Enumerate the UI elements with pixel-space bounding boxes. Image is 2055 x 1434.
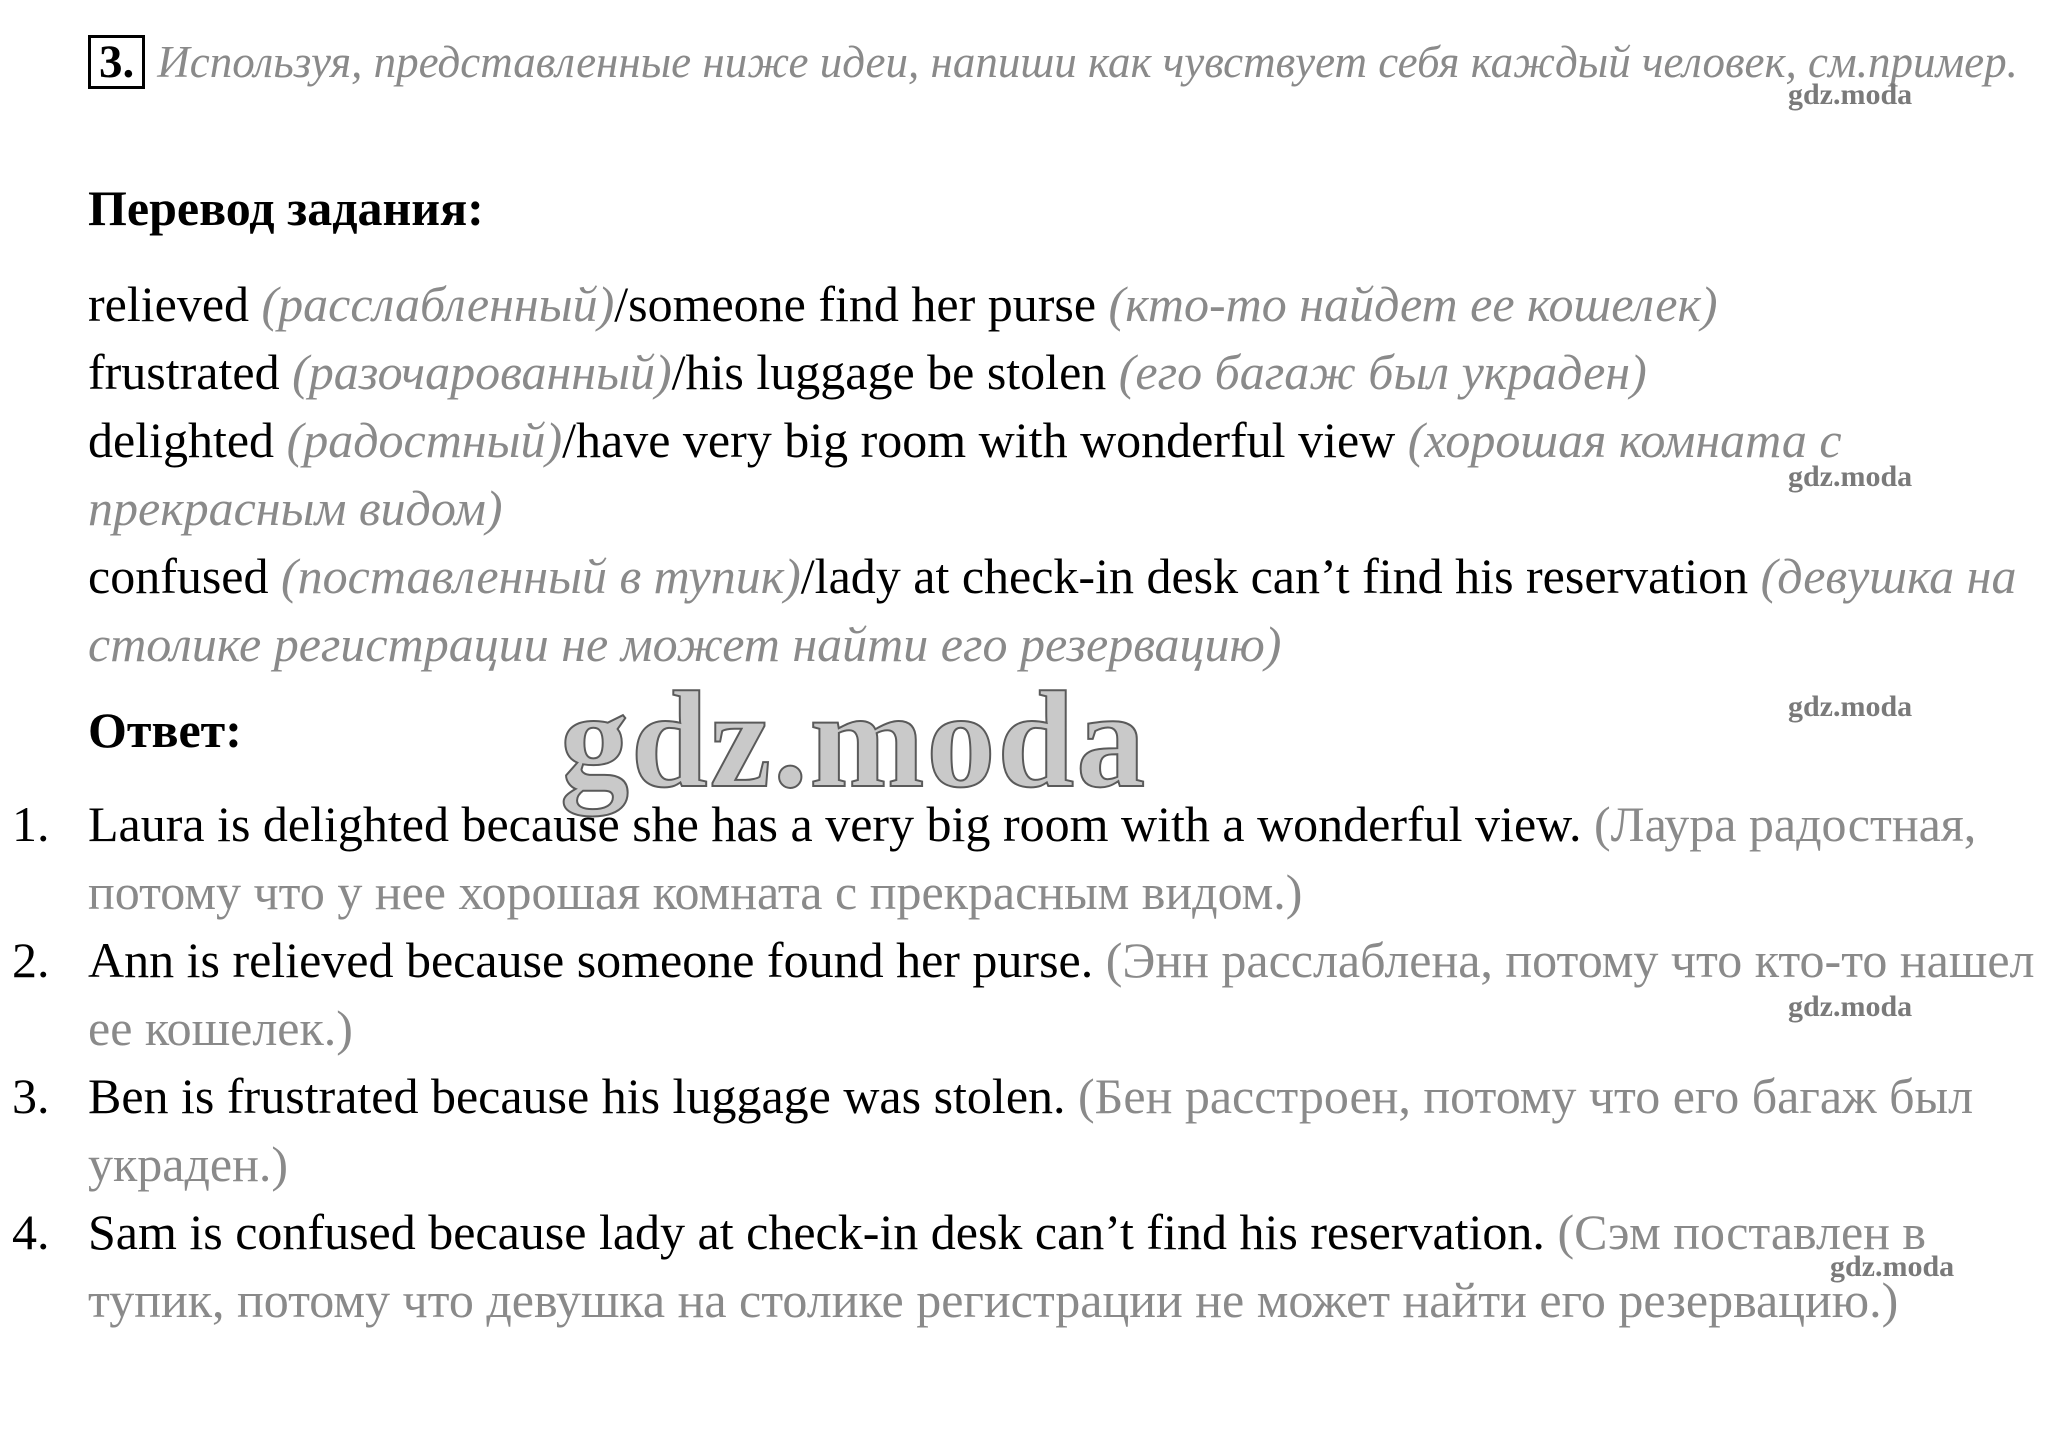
pair-word: confused bbox=[88, 548, 269, 604]
task-instruction bbox=[88, 30, 2028, 94]
watermark: gdz.moda bbox=[1830, 1250, 1955, 1283]
answer-item bbox=[0, 1062, 2038, 1198]
translation-pairs bbox=[88, 270, 2048, 678]
pair-idea-translation: (его багаж был украден) bbox=[1118, 344, 1647, 400]
pair-word: relieved bbox=[88, 276, 250, 332]
watermark: gdz.moda bbox=[1788, 460, 1913, 493]
answer-translation: (Лаура радостная, потому что у нее хорошая комната с прекрасным видом.) bbox=[88, 796, 1977, 920]
pair-item bbox=[88, 338, 2048, 406]
answer-item bbox=[0, 1198, 1968, 1334]
pair-idea: /lady at check-in desk can’t find his reservation bbox=[800, 548, 1749, 604]
answer-list bbox=[0, 790, 2055, 1334]
answer-text: Ben is frustrated because his luggage was stolen. bbox=[88, 1068, 1066, 1124]
pair-word-translation: (радостный) bbox=[286, 412, 563, 468]
answer-text: Sam is confused because lady at check-in desk can’t find his reservation. bbox=[88, 1204, 1545, 1260]
answer-translation: (Энн расслаблена, потому что кто-то нашел ее кошелек.) bbox=[88, 932, 2035, 1056]
watermark: gdz.moda bbox=[1788, 78, 1913, 111]
pair-idea-translation: (хорошая комната с прекрасным видом) bbox=[88, 412, 1842, 536]
watermark-logo: gdz.moda bbox=[560, 663, 1148, 816]
pair-idea-translation: (девушка на столике регистрации не может найти его резервацию) bbox=[88, 548, 2017, 672]
pair-idea: /someone find her purse bbox=[614, 276, 1097, 332]
answer-number: 1. bbox=[12, 796, 50, 852]
answer-number: 3. bbox=[12, 1068, 50, 1124]
pair-word: delighted bbox=[88, 412, 275, 468]
answer-number: 4. bbox=[12, 1204, 50, 1260]
pair-item bbox=[88, 406, 1888, 542]
pair-word-translation: (разочарованный) bbox=[292, 344, 672, 400]
pair-item bbox=[88, 270, 2048, 338]
task-number: 3. bbox=[88, 35, 145, 89]
watermark: gdz.moda bbox=[1788, 990, 1913, 1023]
pair-idea: /his luggage be stolen bbox=[671, 344, 1107, 400]
answer-text: Laura is delighted because she has a very big room with a wonderful view. bbox=[88, 796, 1582, 852]
task-instruction-text: Используя, представленные ниже идеи, напиши как чувствует себя каждый человек, см.пример. bbox=[157, 37, 2018, 87]
answer-item bbox=[0, 926, 2038, 1062]
pair-idea-translation: (кто-то найдет ее кошелек) bbox=[1108, 276, 1718, 332]
answer-heading: Ответ: bbox=[88, 702, 242, 758]
pair-item bbox=[88, 542, 2048, 678]
answer-translation: (Бен расстроен, потому что его багаж был украден.) bbox=[88, 1068, 1974, 1192]
answer-translation: (Сэм поставлен в тупик, потому что девушка на столике регистрации не может найти его резервацию.) bbox=[88, 1204, 1927, 1328]
translation-heading: Перевод задания: bbox=[88, 180, 484, 236]
answer-text: Ann is relieved because someone found her purse. bbox=[88, 932, 1094, 988]
watermark: gdz.moda bbox=[1788, 690, 1913, 723]
pair-word-translation: (поставленный в тупик) bbox=[281, 548, 801, 604]
pair-idea: /have very big room with wonderful view bbox=[562, 412, 1396, 468]
pair-word: frustrated bbox=[88, 344, 280, 400]
pair-word-translation: (расслабленный) bbox=[261, 276, 615, 332]
answer-number: 2. bbox=[12, 932, 50, 988]
